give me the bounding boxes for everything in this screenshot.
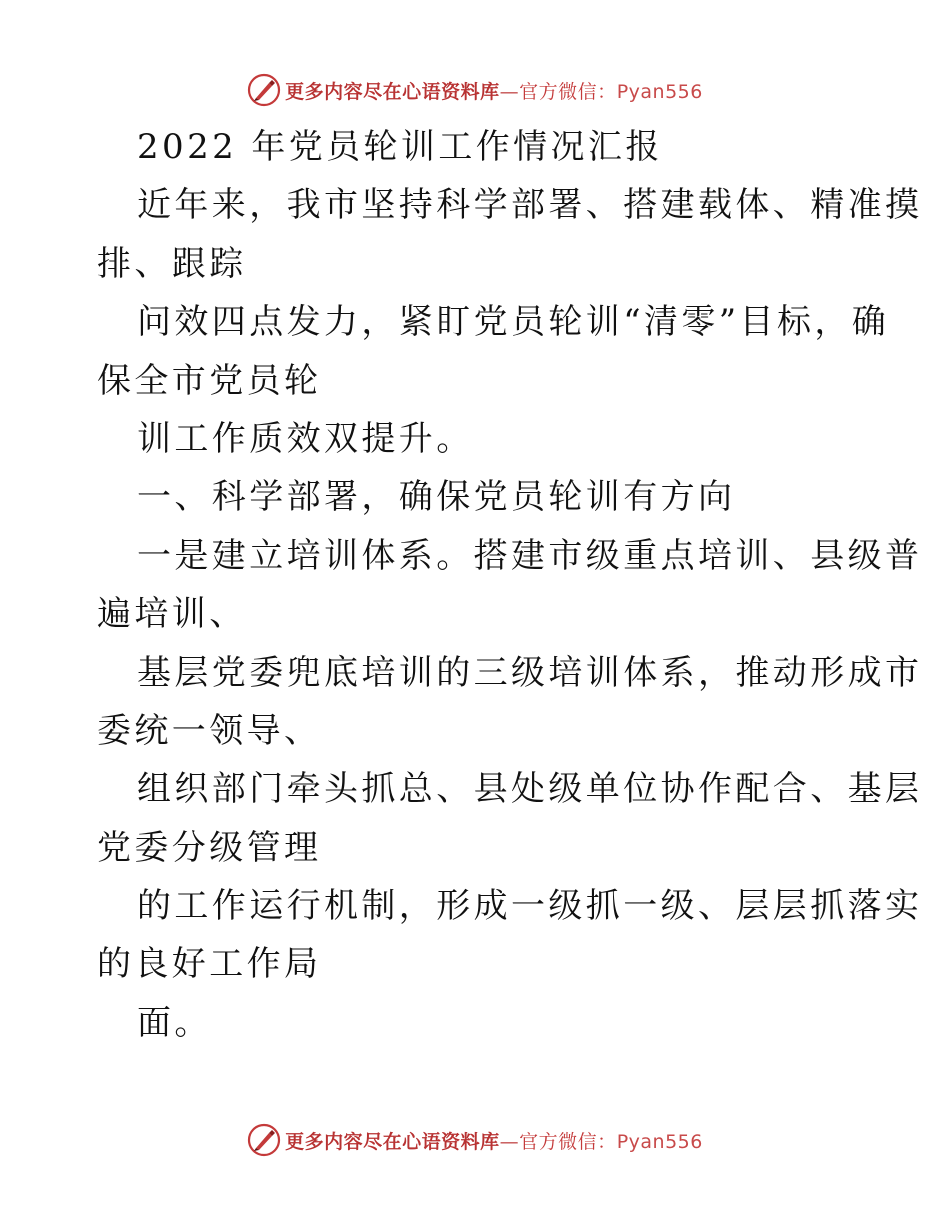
paragraph-line: 党委分级管理	[97, 827, 322, 868]
banner-official-label: 官方微信：	[519, 80, 617, 103]
banner-brand: 更多内容尽在心语资料库	[285, 1130, 500, 1153]
banner-text	[285, 77, 703, 104]
paragraph-line: 排、跟踪	[97, 243, 247, 284]
document-title: 2022 年党员轮训工作情况汇报	[137, 127, 663, 167]
paragraph-line: 训工作质效双提升。	[137, 418, 474, 459]
banner-wechat-id: Pyan556	[616, 1130, 703, 1153]
banner-brand: 更多内容尽在心语资料库	[285, 80, 500, 103]
paragraph-line: 一是建立培训体系。搭建市级重点培训、县级普	[137, 535, 923, 576]
footer-banner	[0, 1120, 950, 1160]
banner-separator: —	[499, 1130, 520, 1153]
section-heading: 一、科学部署，确保党员轮训有方向	[137, 477, 736, 518]
pen-logo-icon	[247, 1123, 281, 1157]
banner-separator: —	[499, 80, 520, 103]
paragraph-line: 近年来，我市坚持科学部署、搭建载体、精准摸	[137, 185, 923, 226]
paragraph-line: 的良好工作局	[97, 944, 322, 985]
banner-official-label: 官方微信：	[519, 1130, 617, 1153]
paragraph-line: 遍培训、	[97, 594, 247, 635]
paragraph-line: 组织部门牵头抓总、县处级单位协作配合、基层	[137, 769, 923, 810]
paragraph-line: 保全市党员轮	[97, 360, 322, 401]
banner-wechat-id: Pyan556	[616, 80, 703, 103]
paragraph-line: 委统一领导、	[97, 710, 322, 751]
header-banner	[0, 70, 950, 110]
paragraph-line: 问效四点发力，紧盯党员轮训“清零”目标，确	[137, 302, 890, 343]
paragraph-line: 的工作运行机制，形成一级抓一级、层层抓落实	[137, 886, 923, 927]
banner-text	[285, 1127, 703, 1154]
document-body	[97, 118, 923, 1052]
pen-logo-icon	[247, 73, 281, 107]
paragraph-line: 面。	[137, 1002, 212, 1043]
paragraph-line: 基层党委兜底培训的三级培训体系，推动形成市	[137, 652, 923, 693]
